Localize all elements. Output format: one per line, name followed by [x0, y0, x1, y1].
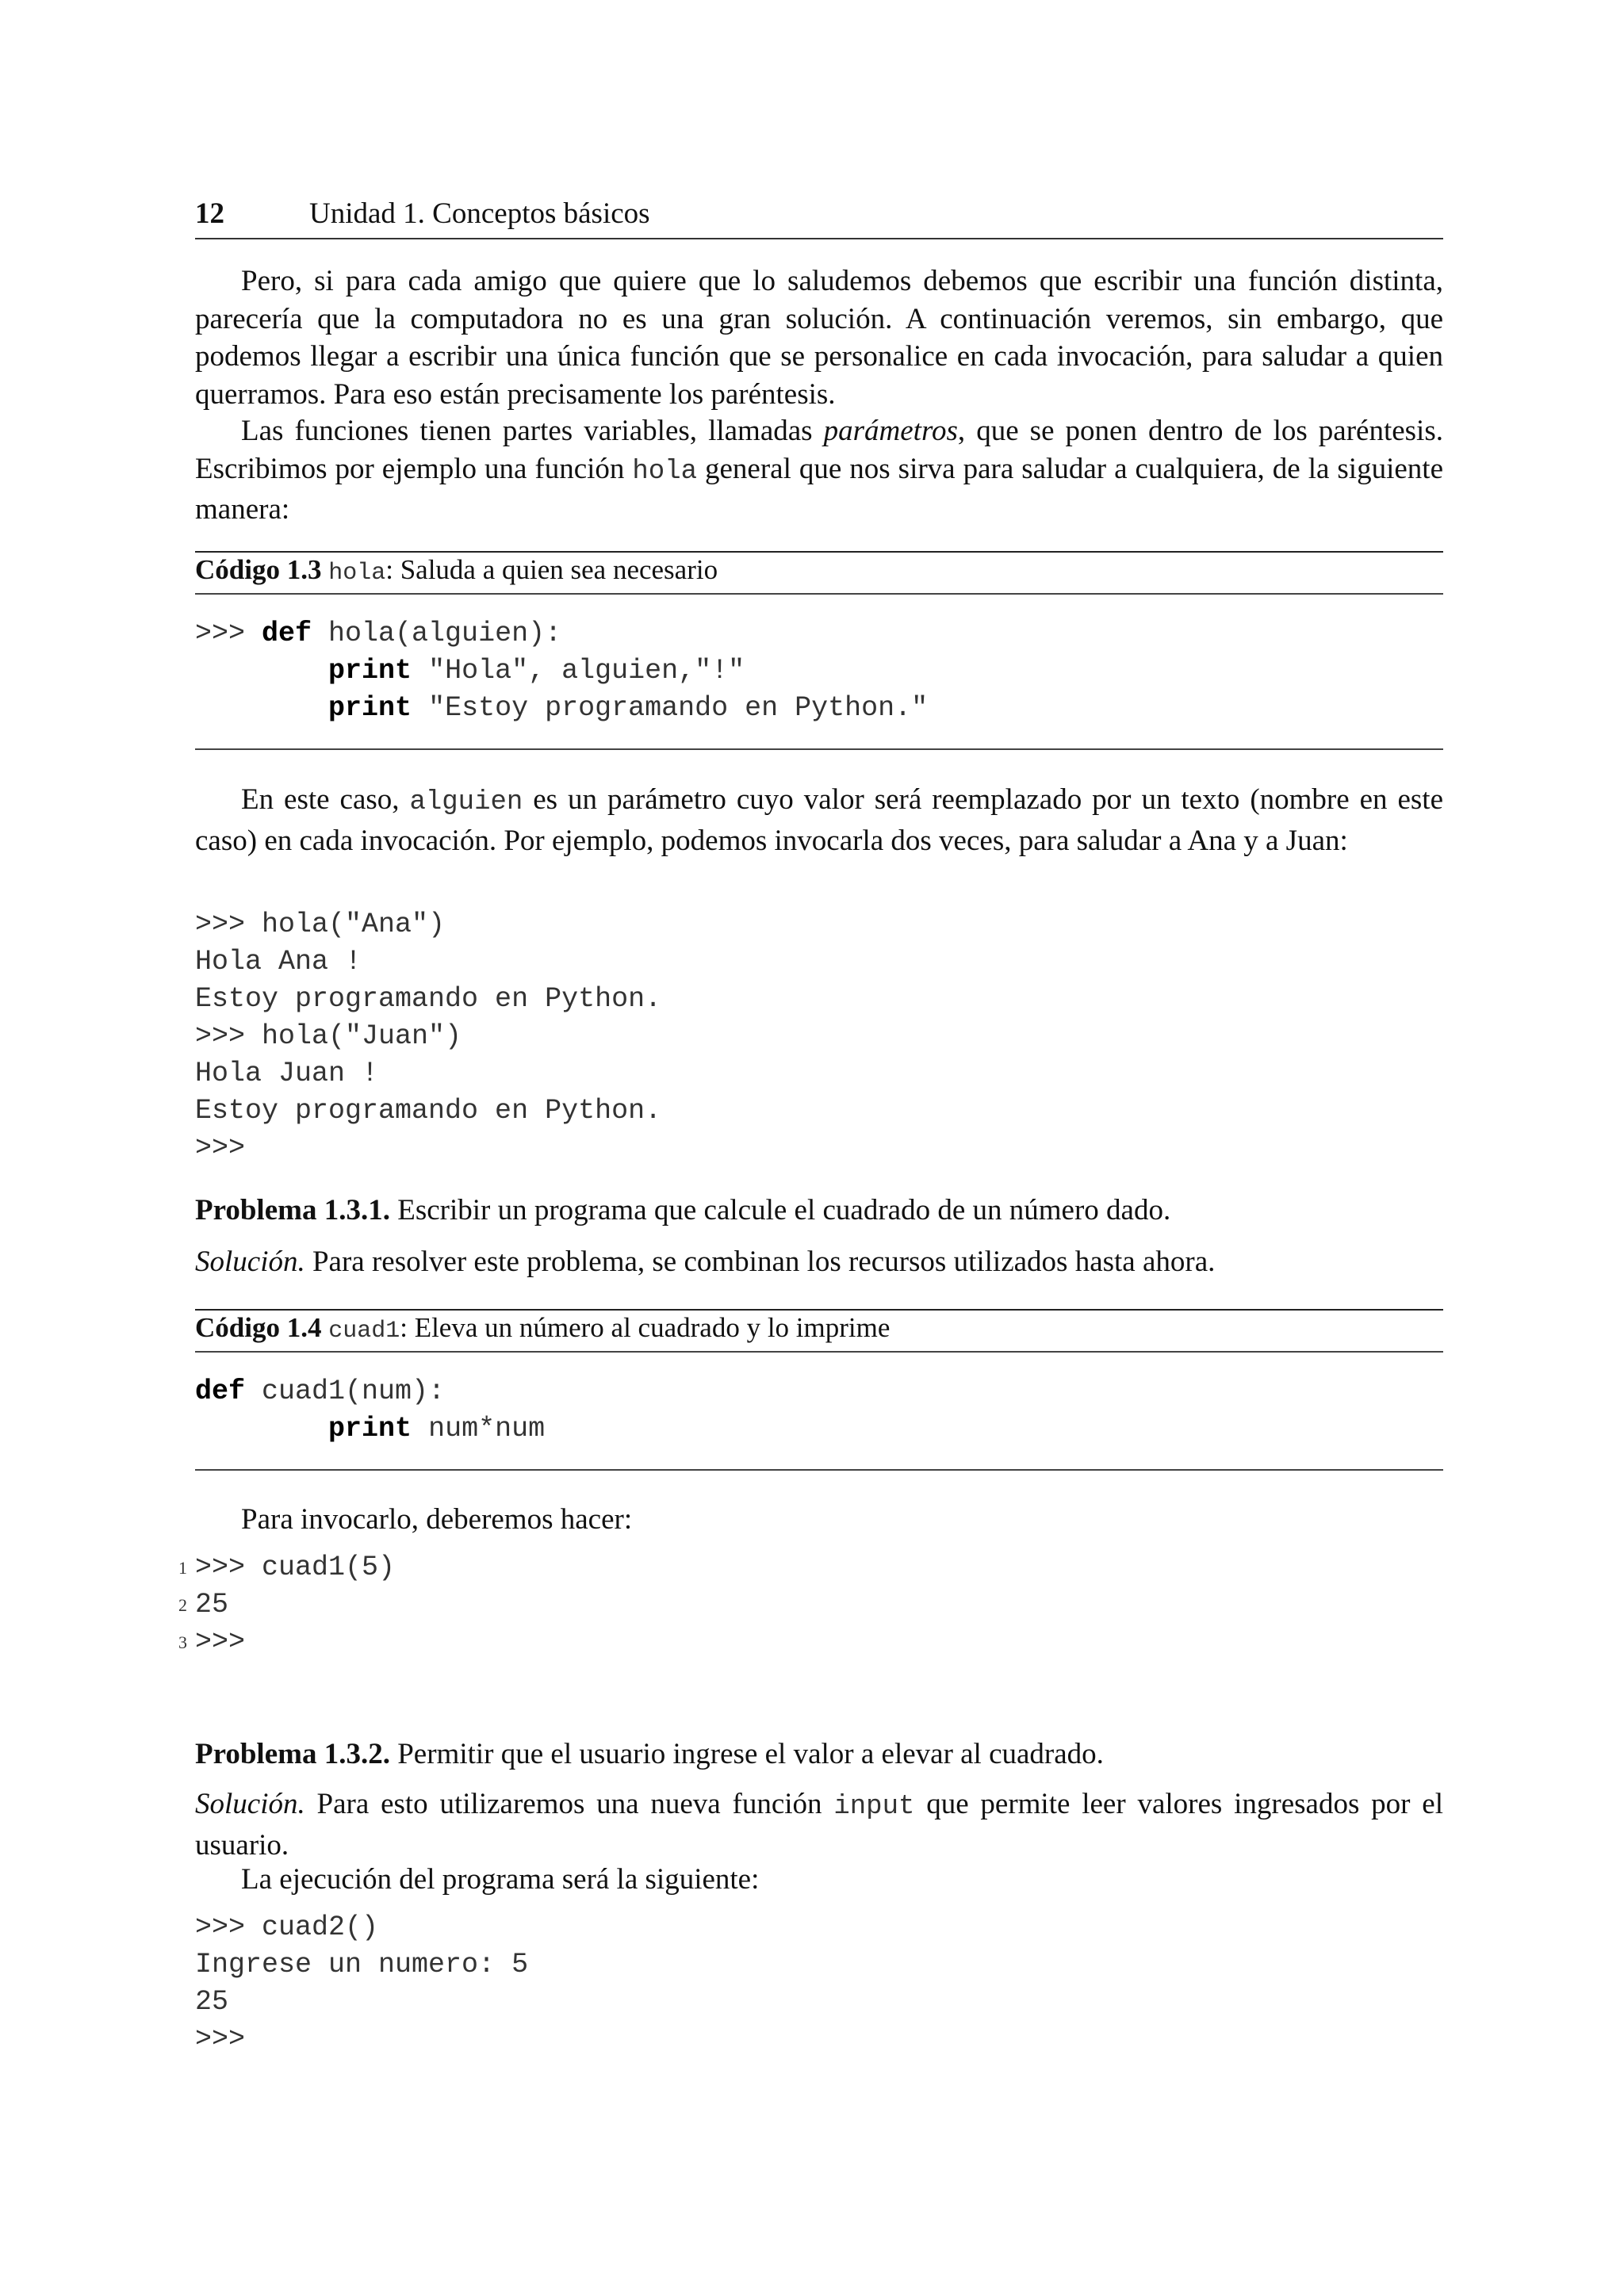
listing-label: Código 1.3 [195, 554, 322, 585]
listing-bottom-rule [195, 748, 1443, 750]
text-run: general que nos sirva para saludar a cualquiera, de la siguiente manera: [195, 452, 1443, 526]
problem-statement: Problema 1.3.1. Escribir un programa que calcule el cuadrado de un número dado. [195, 1194, 1171, 1226]
code-line: print num*num [328, 1413, 546, 1445]
interactive-session [195, 906, 1443, 1167]
paragraph [195, 781, 1443, 859]
session-line: Hola Juan ! [195, 1058, 379, 1089]
paragraph [195, 412, 1443, 529]
listing-name: hola [328, 560, 386, 587]
listing-label: Código 1.4 [195, 1312, 322, 1343]
listing-caption [195, 1310, 1443, 1349]
solution-paragraph: Solución. Para esto utilizaremos una nueva función input que permite leer valores ingresados por el usuario. [195, 1788, 1443, 1862]
listing-caption-rule [195, 593, 1443, 595]
line-number: 3 [178, 1632, 187, 1652]
solution-paragraph: Solución. Para resolver este problema, se combinan los recursos utilizados hasta ahora. [195, 1246, 1216, 1278]
listing-description: : Eleva un número al cuadrado y lo imprime [400, 1312, 891, 1343]
keyword: def [195, 1376, 246, 1407]
paragraph: La ejecución del programa será la siguiente: [241, 1863, 760, 1896]
solution-label: Solución. [195, 1246, 305, 1278]
emphasis: parámetros [823, 415, 958, 447]
inline-code: input [833, 1792, 915, 1822]
session-line: Estoy programando en Python. [195, 1095, 662, 1127]
session-line: >>> cuad2() [195, 1911, 379, 1943]
session-line: >>> [195, 2023, 246, 2055]
text-run: , que se ponen dentro de los paréntesis. Escribimos por ejemplo una función [195, 415, 1443, 485]
page-number: 12 [195, 197, 224, 230]
keyword: print [328, 655, 412, 687]
line-number: 2 [178, 1595, 187, 1615]
session-line: >>> hola("Juan") [195, 1020, 462, 1052]
code-listing [195, 1373, 1443, 1448]
text-run: En este caso, [241, 783, 410, 816]
paragraph: Para invocarlo, deberemos hacer: [241, 1503, 633, 1536]
inline-code: hola [632, 456, 698, 487]
interactive-session [195, 1909, 1443, 2058]
problem-statement: Problema 1.3.2. Permitir que el usuario ingrese el valor a elevar al cuadrado. [195, 1738, 1104, 1770]
text-run: Las funciones tienen partes variables, llamadas [241, 415, 824, 447]
solution-label: Solución. [195, 1788, 305, 1820]
session-line: 3 >>> [195, 1624, 1443, 1661]
problem-label: Problema 1.3.1. [195, 1194, 390, 1226]
code-line: def cuad1(num): [195, 1376, 446, 1407]
code-line: print "Hola", alguien,"!" [328, 655, 745, 687]
paragraph: Pero, si para cada amigo que quiere que lo saludemos debemos que escribir una función distinta, parecería que la computadora no es una gran solución. A continuación veremos, sin embargo, que podemos llegar a escribir una única función que se personalice en cada invocación, para saludar a quien querramos. Para eso están precisamente los paréntesis. [195, 265, 1443, 411]
numbered-session [178, 1549, 1443, 1661]
keyword: print [328, 692, 412, 724]
problem-label: Problema 1.3.2. [195, 1738, 390, 1770]
session-line: 25 [195, 1986, 229, 2018]
keyword: print [328, 1413, 412, 1445]
session-line: 1 >>> cuad1(5) [195, 1549, 1443, 1586]
listing-name: cuad1 [328, 1318, 400, 1345]
listing-caption-rule [195, 1351, 1443, 1353]
session-line: 2 25 [195, 1586, 1443, 1624]
listing-description: : Saluda a quien sea necesario [385, 554, 718, 585]
listing-caption [195, 552, 1443, 591]
session-line: >>> hola("Ana") [195, 909, 446, 940]
code-listing [195, 615, 1443, 727]
code-line: >>> def hola(alguien): [195, 618, 562, 649]
text-run: es un parámetro cuyo valor será reemplazado por un texto (nombre en este caso) en cada invocación. Por ejemplo, podemos invocarla dos veces, para saludar a Ana y a Juan: [195, 783, 1443, 857]
running-header [195, 197, 1443, 239]
chapter-title: Unidad 1. Conceptos básicos [309, 197, 650, 230]
session-line: Ingrese un numero: 5 [195, 1949, 529, 1980]
session-line: >>> [195, 1132, 246, 1164]
keyword: def [262, 618, 312, 649]
session-line: Estoy programando en Python. [195, 983, 662, 1015]
listing-bottom-rule [195, 1469, 1443, 1471]
inline-code: alguien [409, 787, 523, 817]
code-line: print "Estoy programando en Python." [328, 692, 929, 724]
line-number: 1 [178, 1558, 187, 1578]
session-line: Hola Ana ! [195, 946, 362, 978]
